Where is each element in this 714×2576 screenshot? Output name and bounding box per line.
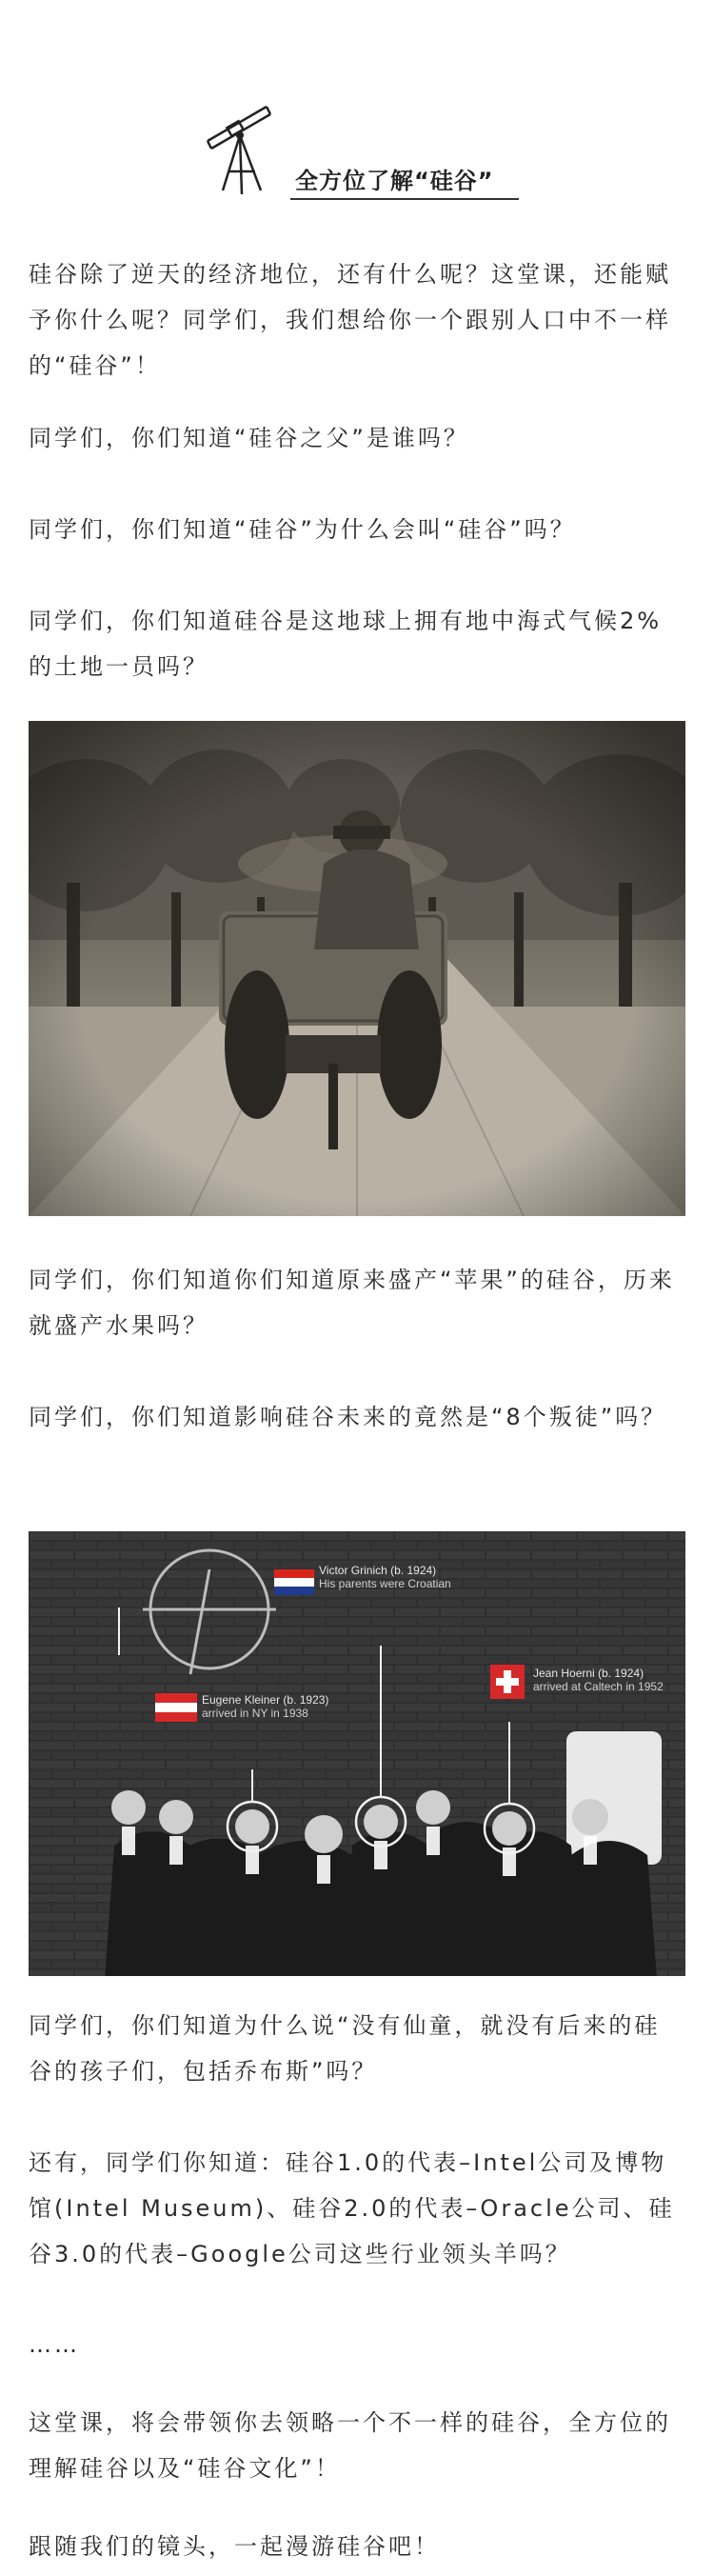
header-underline [290,198,519,200]
header-title: 全方位了解“硅谷” [295,168,494,194]
traitorous-eight-illustration [29,1531,685,1976]
label-kleiner [202,1693,328,1720]
label-grinich-note: His parents were Croatian [319,1577,451,1590]
section-header [0,57,714,194]
question-fairchild: 同学们，你们知道为什么说“没有仙童，就没有后来的硅谷的孩子们，包括乔布斯”吗？ [29,2012,661,2085]
course-intro: 这堂课，将会带领你去领略一个不一样的硅谷，全方位的理解硅谷以及“硅谷文化”！ [29,2409,671,2482]
label-grinich-name: Victor Grinich (b. 1924) [319,1564,437,1577]
label-kleiner-note: arrived in NY in 1938 [202,1707,308,1720]
traitorous-eight-photo [29,1531,685,1976]
label-hoerni-name: Jean Hoerni (b. 1924) [533,1667,645,1680]
label-hoerni-note: arrived at Caltech in 1952 [533,1680,664,1693]
question-fruit-production: 同学们，你们知道你们知道原来盛产“苹果”的硅谷，历来就盛产水果吗？ [29,1267,675,1339]
closing-line: 跟随我们的镜头，一起漫游硅谷吧！ [29,2533,440,2560]
question-traitorous-eight: 同学们，你们知道影响硅谷未来的竟然是“8个叛徒”吗？ [29,1404,667,1430]
question-industry-leaders: 还有，同学们你知道：硅谷1.0的代表–Intel公司及博物馆(Intel Museum)、硅谷2.0的代表–Oracle公司、硅谷3.0的代表–Google公司这些行业领头羊吗？ [29,2149,675,2267]
question-father-of-silicon-valley: 同学们，你们知道“硅谷之父”是谁吗？ [29,425,469,451]
switzerland-flag-icon [490,1665,525,1699]
intro-paragraph: 硅谷除了逆天的经济地位，还有什么呢？这堂课，还能赋予你什么呢？同学们，我们想给你一个跟别人口中不一样的“硅谷”！ [29,261,671,379]
question-name-origin: 同学们，你们知道“硅谷”为什么会叫“硅谷”吗？ [29,516,576,543]
austria-flag-icon [155,1693,197,1722]
telescope-icon [200,95,286,200]
orchard-tractor-illustration [29,721,685,1216]
orchard-tractor-photo [29,721,685,1216]
ellipsis-line: …… [29,2331,80,2358]
croatia-flag-icon [274,1569,314,1595]
label-grinich [319,1564,451,1590]
question-mediterranean-climate: 同学们，你们知道硅谷是这地球上拥有地中海式气候2%的土地一员吗？ [29,608,663,680]
label-kleiner-name: Eugene Kleiner (b. 1923) [202,1693,329,1707]
label-hoerni [533,1667,664,1693]
